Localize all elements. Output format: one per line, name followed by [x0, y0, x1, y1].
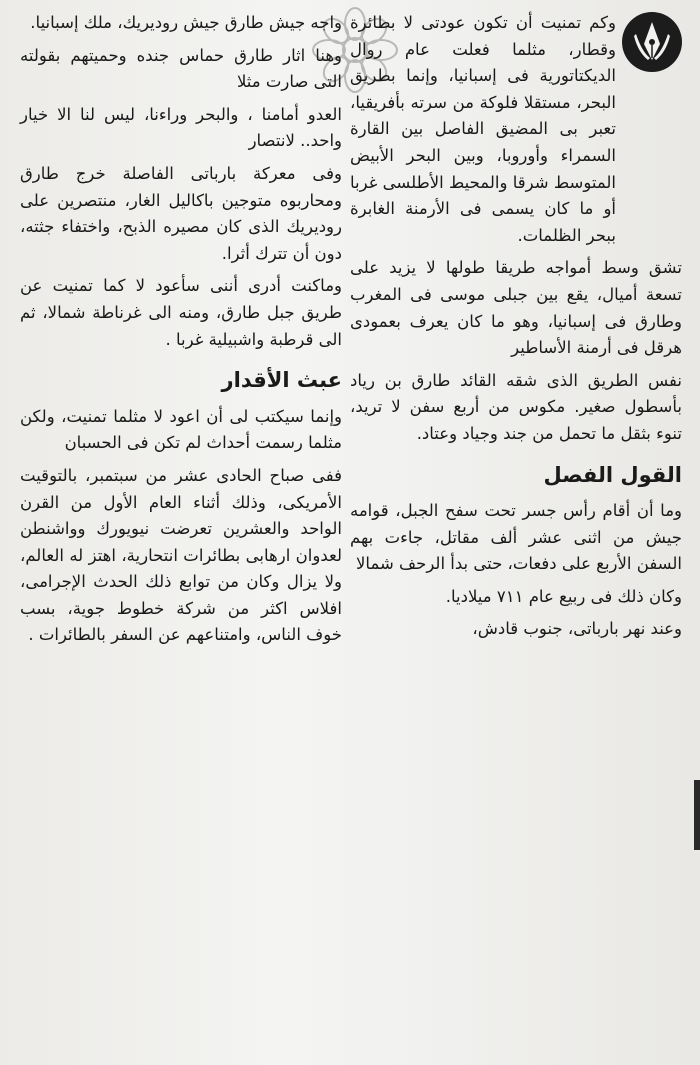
paragraph: وفى معركة بارباتى الفاصلة خرج طارق ومحاربوه متوجين باكاليل الغار، منتصرين على روديريك الذى كان مصيره الذبح، واختفاء جثته، دون أن تترك أثرا.	[20, 163, 342, 263]
paragraph: وما أن أقام رأس جسر تحت سفح الجبل، قوامه جيش من اثنى عشر ألف مقاتل، جاءت بهم السفن الأربع على دفعات، حتى بدأ الرحف شمالا	[350, 501, 682, 574]
paragraph: نفس الطريق الذى شقه القائد طارق بن رياد بأسطول صغير. مكوس من أربع سفن لا تريد، تنوء بثقل ما تحمل من جند وجياد وعتاد.	[350, 370, 682, 443]
paragraph: وإنما سيكتب لى أن اعود لا مثلما تمنيت، ولكن مثلما رسمت أحداث لم تكن فى الحسبان	[20, 406, 342, 453]
section-heading: عبث الأقدار	[221, 368, 342, 393]
paragraph: العدو أمامنا ، والبحر وراءنا، ليس لنا الا خيار واحد.. لانتصار	[20, 104, 342, 151]
paragraph: تشق وسط أمواجه طريقا طولها لا يزيد على تسعة أميال، يقع بين جبلى موسى فى المغرب وطارق فى إسبانيا، وهو ما كان يعرف بعمودى هرقل فى أرمنة الأساطير	[350, 258, 682, 358]
section-heading: القول الفصل	[543, 462, 682, 487]
page-edge-marker	[694, 780, 700, 850]
paragraph: وكان ذلك فى ربيع عام ٧١١ ميلاديا.	[445, 586, 682, 606]
paragraph: ففى صباح الحادى عشر من سبتمبر، بالتوقيت الأمريكى، وذلك أثناء العام الأول من القرن الواحد والعشرين تعرضت نيويورك وواشنطن لعدوان ارهابى بطائرات انتحارية، اهتز له العالم، ولا يزال وكان من توابع ذلك الحدث الإجرامى، افلاس اكثر من شركة خطوط جوية، بسب خوف الناس، وامتناعهم عن السفر بالطائرات .	[20, 465, 342, 645]
paragraph: وهنا اثار طارق حماس جنده وحميتهم بقولته التى صارت مثلا	[20, 45, 342, 92]
paragraph: وعند نهر بارباتى، جنوب قادش،	[472, 619, 682, 639]
paragraph: واجه جيش طارق جيش روديريك، ملك إسبانيا.	[30, 13, 342, 32]
left-column	[20, 10, 342, 655]
paragraph: وماكنت أدرى أننى سأعود لا كما تمنيت عن طريق جبل طارق، ومنه الى غرناطة شمالا، ثم الى قرطبة واشبيلية غربا .	[20, 276, 342, 349]
paragraph: وكم تمنيت أن تكون عودتى لا بطائرة وقطار، مثلما فعلت عام روال الديكتاتورية فى إسبانيا، وإنما بطريق البحر، مستقلا فلوكة من سرته بأفريقيا، تعبر بى المضيق الفاصل بين القارة السمراء وأوروبا، وبين البحر الأبيض المتوسط شرقا والمحيط الأطلسى غربا أو ما كان يسمى فى الأرمنة الغابرة ببحر الظلمات.	[350, 13, 616, 245]
right-column	[350, 10, 682, 649]
